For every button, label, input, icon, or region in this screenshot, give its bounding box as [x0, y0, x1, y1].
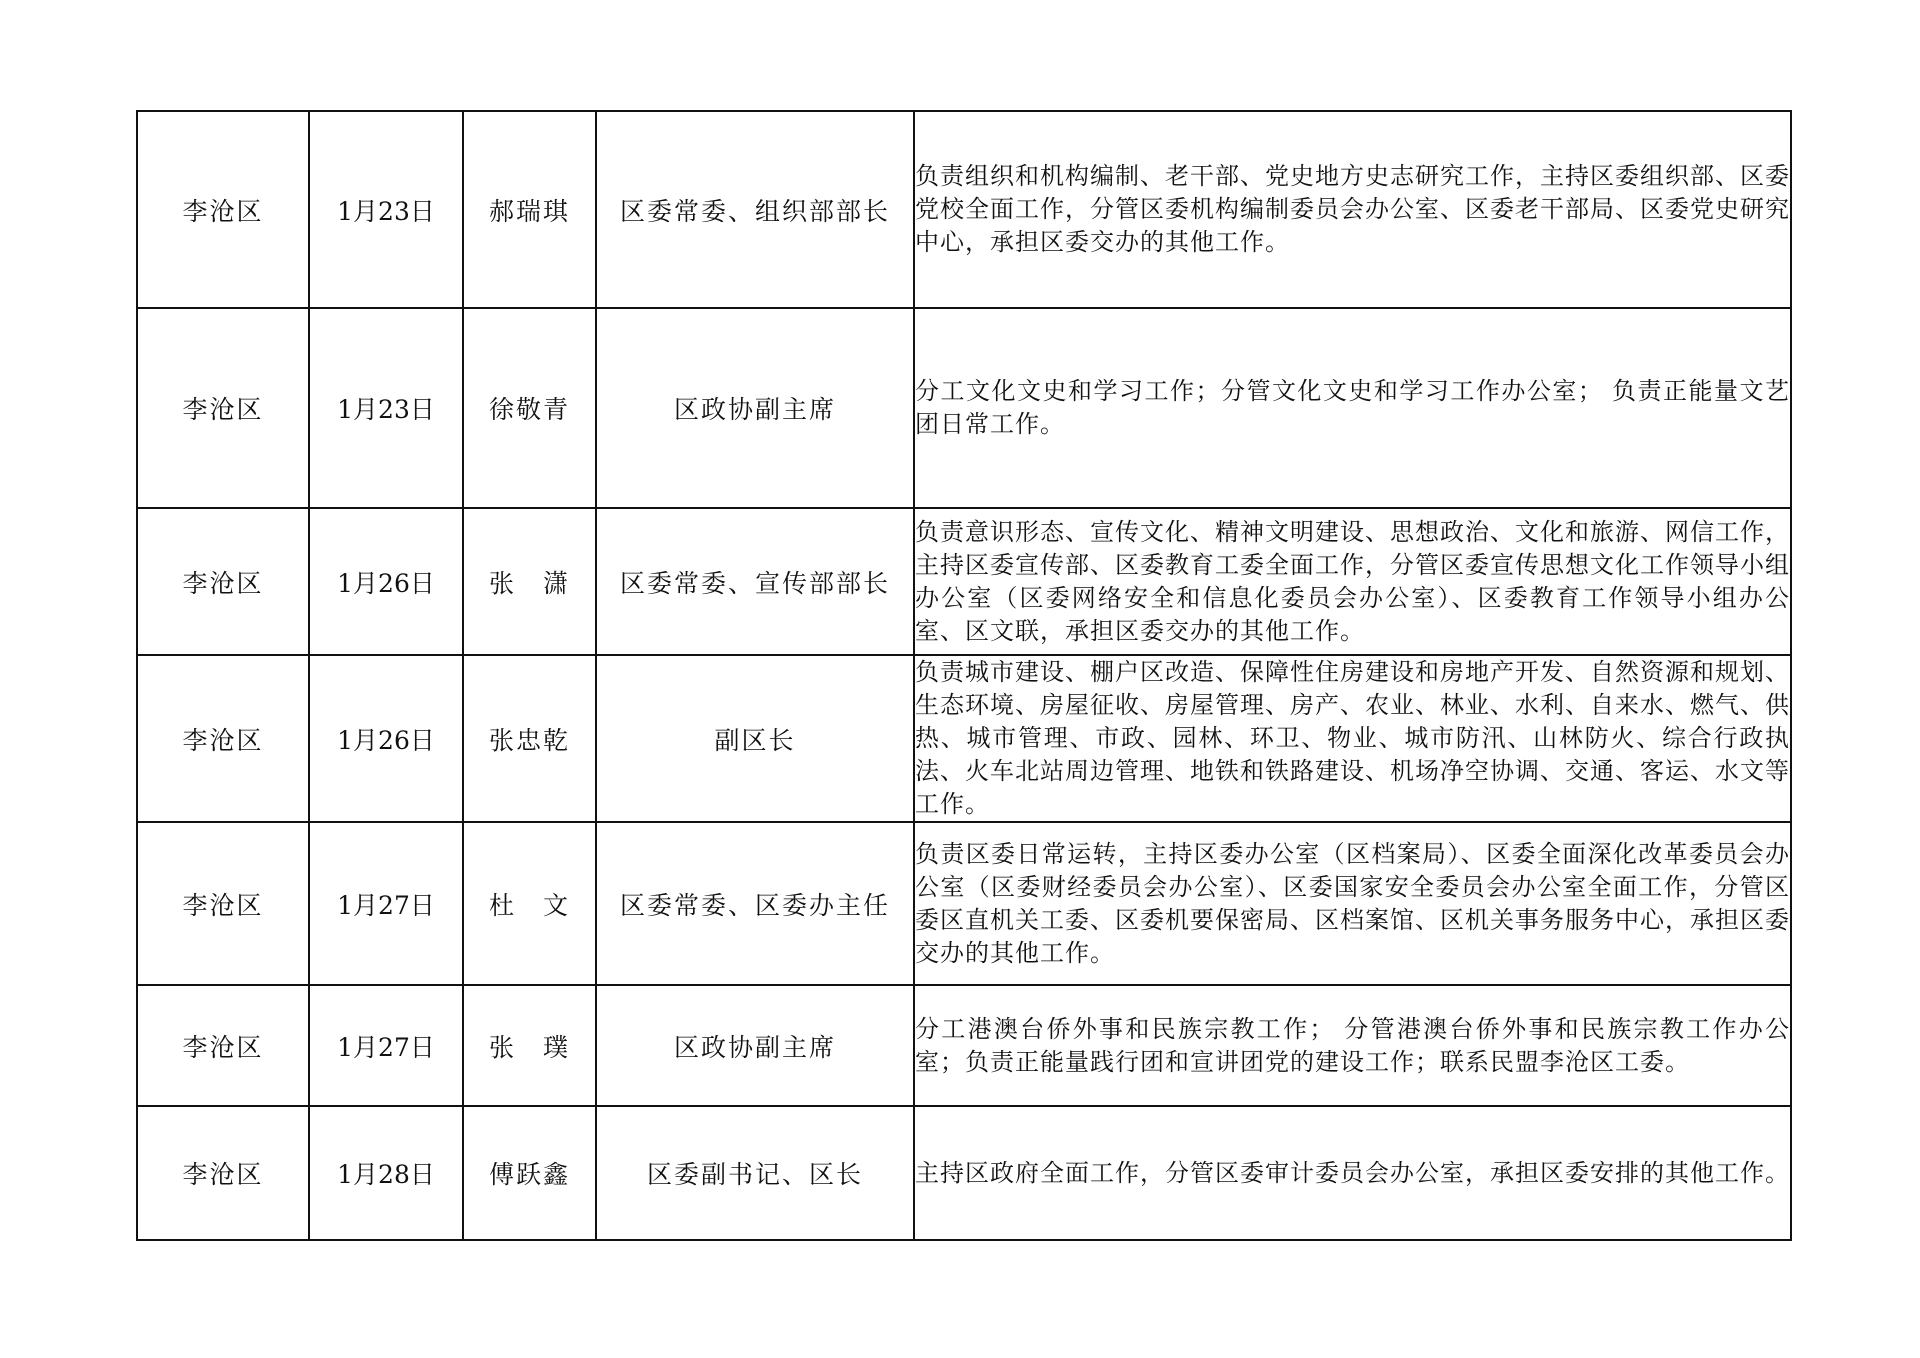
table-row: [137, 111, 1791, 308]
position-cell: 区委副书记、区长: [596, 1106, 914, 1240]
position-cell: 区委常委、宣传部部长: [596, 508, 914, 655]
district-cell: 李沧区: [137, 508, 309, 655]
position-cell: 副区长: [596, 655, 914, 822]
date-cell: 1月27日: [309, 822, 463, 985]
district-cell: 李沧区: [137, 822, 309, 985]
position-cell: 区政协副主席: [596, 308, 914, 508]
duties-cell: 分工港澳台侨外事和民族宗教工作； 分管港澳台侨外事和民族宗教工作办公室；负责正能量践行团和宣讲团党的建设工作；联系民盟李沧区工委。: [914, 985, 1791, 1106]
table-row: [137, 822, 1791, 985]
date-cell: 1月26日: [309, 508, 463, 655]
duties-cell: 负责区委日常运转，主持区委办公室（区档案局）、区委全面深化改革委员会办公室（区委财经委员会办公室）、区委国家安全委员会办公室全面工作，分管区委区直机关工委、区委机要保密局、区档案馆、区机关事务服务中心，承担区委交办的其他工作。: [914, 822, 1791, 985]
table-row: [137, 655, 1791, 822]
district-cell: 李沧区: [137, 655, 309, 822]
schedule-sheet: [136, 110, 1790, 1241]
duties-cell: 主持区政府全面工作，分管区委审计委员会办公室，承担区委安排的其他工作。: [914, 1106, 1791, 1240]
position-cell: 区委常委、区委办主任: [596, 822, 914, 985]
duties-cell: 分工文化文史和学习工作；分管文化文史和学习工作办公室； 负责正能量文艺团日常工作。: [914, 308, 1791, 508]
duties-cell: 负责组织和机构编制、老干部、党史地方史志研究工作，主持区委组织部、区委党校全面工作，分管区委机构编制委员会办公室、区委老干部局、区委党史研究中心，承担区委交办的其他工作。: [914, 111, 1791, 308]
name-cell: 郝瑞琪: [463, 111, 596, 308]
date-cell: 1月23日: [309, 111, 463, 308]
table-row: [137, 308, 1791, 508]
name-cell: 傅跃鑫: [463, 1106, 596, 1240]
schedule-table: [136, 110, 1792, 1241]
district-cell: 李沧区: [137, 308, 309, 508]
date-cell: 1月26日: [309, 655, 463, 822]
duties-cell: 负责意识形态、宣传文化、精神文明建设、思想政治、文化和旅游、网信工作，主持区委宣传部、区委教育工委全面工作，分管区委宣传思想文化工作领导小组办公室（区委网络安全和信息化委员会办公室）、区委教育工作领导小组办公室、区文联，承担区委交办的其他工作。: [914, 508, 1791, 655]
district-cell: 李沧区: [137, 111, 309, 308]
table-row: [137, 1106, 1791, 1240]
district-cell: 李沧区: [137, 1106, 309, 1240]
name-cell: 张 潇: [463, 508, 596, 655]
duties-cell: 负责城市建设、棚户区改造、保障性住房建设和房地产开发、自然资源和规划、生态环境、房屋征收、房屋管理、房产、农业、林业、水利、自来水、燃气、供热、城市管理、市政、园林、环卫、物业、城市防汛、山林防火、综合行政执法、火车北站周边管理、地铁和铁路建设、机场净空协调、交通、客运、水文等工作。: [914, 655, 1791, 822]
position-cell: 区委常委、组织部部长: [596, 111, 914, 308]
date-cell: 1月23日: [309, 308, 463, 508]
name-cell: 张 璞: [463, 985, 596, 1106]
date-cell: 1月28日: [309, 1106, 463, 1240]
name-cell: 杜 文: [463, 822, 596, 985]
table-row: [137, 508, 1791, 655]
district-cell: 李沧区: [137, 985, 309, 1106]
table-row: [137, 985, 1791, 1106]
name-cell: 张忠乾: [463, 655, 596, 822]
name-cell: 徐敬青: [463, 308, 596, 508]
position-cell: 区政协副主席: [596, 985, 914, 1106]
date-cell: 1月27日: [309, 985, 463, 1106]
